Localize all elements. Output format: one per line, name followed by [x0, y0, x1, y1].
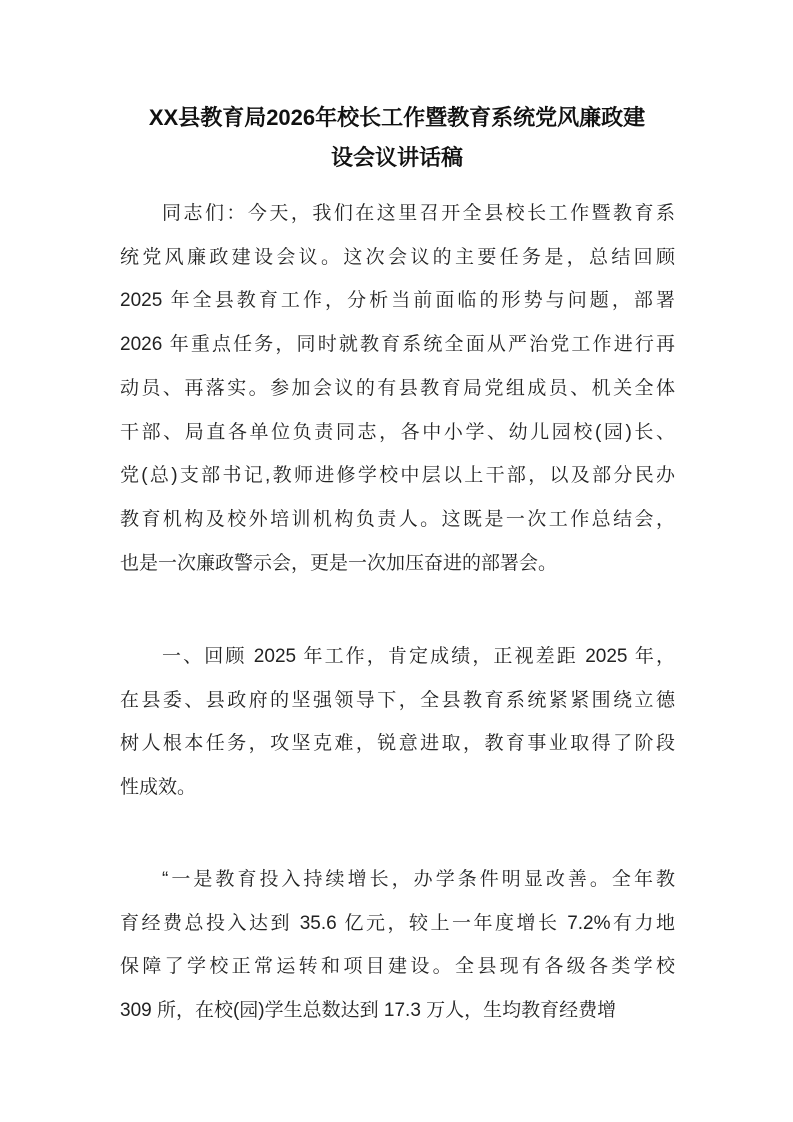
- paragraph-1-line: 统党风廉政建设会议。这次会议的主要任务是，总结回顾: [120, 246, 675, 268]
- paragraph-3-line: 保障了学校正常运转和项目建设。全县现有各级各类学校: [120, 956, 675, 978]
- paragraph-2-line: 一、回顾 2025 年工作，肯定成绩，正视差距 2025 年，: [162, 646, 675, 667]
- paragraph-1-line: 也是一次廉政警示会，更是一次加压奋进的部署会。: [120, 552, 558, 574]
- paragraph-2-line: 性成效。: [120, 777, 197, 799]
- document-title-line-2: 设会议讲话稿: [330, 145, 463, 170]
- paragraph-2-line: 树人根本任务，攻坚克难，锐意进取，教育事业取得了阶段: [120, 733, 675, 755]
- paragraph-1-line: 党(总)支部书记,教师进修学校中层以上干部，以及部分民办: [120, 465, 675, 487]
- paragraph-1-line: 动员、再落实。参加会议的有县教育局党组成员、机关全体: [120, 377, 675, 399]
- paragraph-1-line: 2025 年全县教育工作，分析当前面临的形势与问题，部署: [120, 290, 675, 312]
- paragraph-1-line: 同志们：今天，我们在这里召开全县校长工作暨教育系: [162, 203, 675, 224]
- paragraph-3-line: 309 所，在校(园)学生总数达到 17.3 万人，生均教育经费增: [120, 1000, 617, 1022]
- paragraph-1-line: 2026 年重点任务，同时就教育系统全面从严治党工作进行再: [120, 334, 675, 356]
- paragraph-3-line: “一是教育投入持续增长，办学条件明显改善。全年教: [162, 869, 675, 890]
- paragraph-1-line: 教育机构及校外培训机构负责人。这既是一次工作总结会，: [120, 508, 675, 530]
- paragraph-1-line: 干部、局直各单位负责同志，各中小学、幼儿园校(园)长、: [120, 421, 675, 443]
- paragraph-3-line: 育经费总投入达到 35.6 亿元，较上一年度增长 7.2%有力地: [120, 912, 675, 934]
- document-title-line-1: XX县教育局2026年校长工作暨教育系统党风廉政建: [148, 105, 646, 130]
- paragraph-2-line: 在县委、县政府的坚强领导下，全县教育系统紧紧围绕立德: [120, 689, 675, 711]
